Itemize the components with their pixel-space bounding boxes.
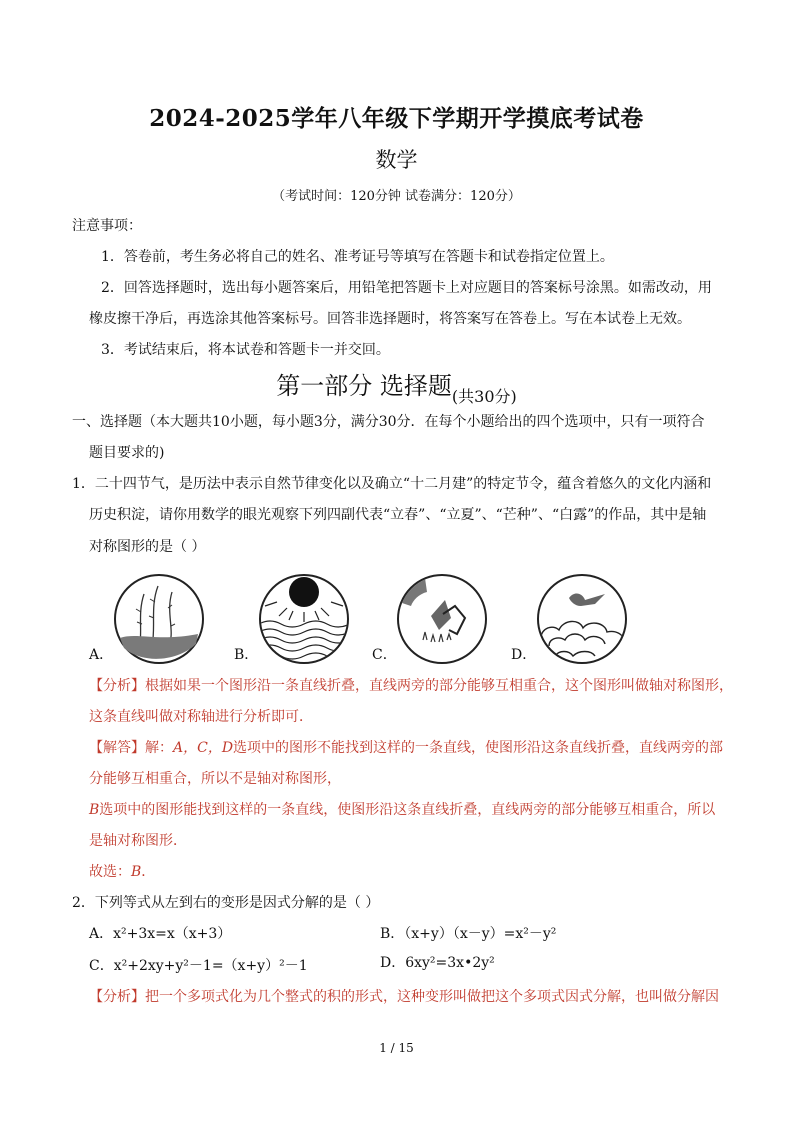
section-points: (共30分) (451, 387, 517, 406)
notice-item-1: 1．答卷前，考生务必将自己的姓名、准考证号等填写在答题卡和试卷指定位置上。 (101, 249, 614, 265)
part1-line-2: 题目要求的) (89, 445, 165, 461)
q2-analysis-tag: 【分析】 (89, 989, 145, 1005)
q1-answer-line-4: 是轴对称图形． (89, 833, 187, 849)
q2-option-c: C．x²+2xy+y²－1=（x+y）²－1 (89, 958, 308, 974)
q1-option-c: C． (372, 647, 397, 663)
notice-item-2-line-2: 橡皮擦干净后，再选涂其他答案标号。回答非选择题时，将答案写在答卷上。写在本试卷上无效。 (89, 311, 691, 327)
q2-option-a: A．x²+3x=x（x+3） (89, 926, 232, 942)
q1-answer-line-2: 分能够互相重合，所以不是轴对称图形， (89, 771, 341, 787)
notice-item-3: 3．考试结束后，将本试卷和答题卡一并交回。 (101, 342, 390, 358)
q1-choice: 故选：B． (89, 864, 156, 880)
figure-c-mangzhong (395, 572, 489, 666)
page-number: 1 / 15 (379, 1041, 414, 1055)
q1-answer-line-1: 【解答】解：A，C，D选项中的图形不能找到这样的一条直线，使图形沿这条直线折叠，直线两旁的部 (89, 740, 724, 756)
q1-analysis-tag: 【分析】 (89, 678, 145, 694)
part1-line-1: 一、选择题（本大题共10小题，每小题3分，满分30分．在每个小题给出的四个选项中，只有一项符合 (72, 414, 705, 430)
q1-option-b: B． (234, 647, 259, 663)
exam-title: 2024-2025学年八年级下学期开学摸底考试卷 (149, 105, 644, 132)
time-info: （考试时间：120分钟 试卷满分：120分） (272, 189, 521, 204)
q2-option-d: D．6xy²=3x•2y² (380, 955, 495, 971)
subject-title: 数学 (375, 148, 418, 172)
q1-line-3: 对称图形的是（ ） (89, 539, 206, 555)
q1-answer-line-3: B选项中的图形能找到这样的一条直线，使图形沿这条直线折叠，直线两旁的部分能够互相重合，所以 (89, 802, 716, 818)
q1-analysis-line-1: 【分析】根据如果一个图形沿一条直线折叠，直线两旁的部分能够互相重合，这个图形叫做轴对称图形， (89, 678, 733, 694)
notice-item-2-line-1: 2．回答选择题时，选出每小题答案后，用铅笔把答题卡上对应题目的答案标号涂黑。如需改动，用 (101, 280, 712, 296)
q1-answer-tag: 【解答】 (89, 740, 145, 756)
figure-a-lichun (112, 572, 206, 666)
figure-b-lixia (257, 572, 351, 666)
q2-option-b: B．（x+y）（x－y）=x²－y² (380, 926, 557, 942)
q1-line-2: 历史积淀，请你用数学的眼光观察下列四副代表“立春”、“立夏”、“芒种”、“白露”的作品，其中是轴 (89, 507, 707, 523)
q1-option-a: A． (89, 647, 114, 663)
q2-analysis-line-1: 【分析】把一个多项式化为几个整式的积的形式，这种变形叫做把这个多项式因式分解，也叫做分解因 (89, 989, 719, 1005)
notice-heading: 注意事项： (72, 218, 142, 234)
q1-analysis-line-2: 这条直线叫做对称轴进行分析即可． (89, 709, 313, 725)
q2-stem: 2．下列等式从左到右的变形是因式分解的是（ ） (72, 895, 380, 911)
q1-option-d: D． (511, 647, 537, 663)
section-title: 第一部分 选择题$_{(共30分)}$ (276, 372, 517, 406)
q1-line-1: 1．二十四节气，是历法中表示自然节律变化以及确立“十二月建”的特定节令，蕴含着悠久的文化内涵和 (72, 476, 712, 492)
figure-d-bailu (535, 572, 629, 666)
